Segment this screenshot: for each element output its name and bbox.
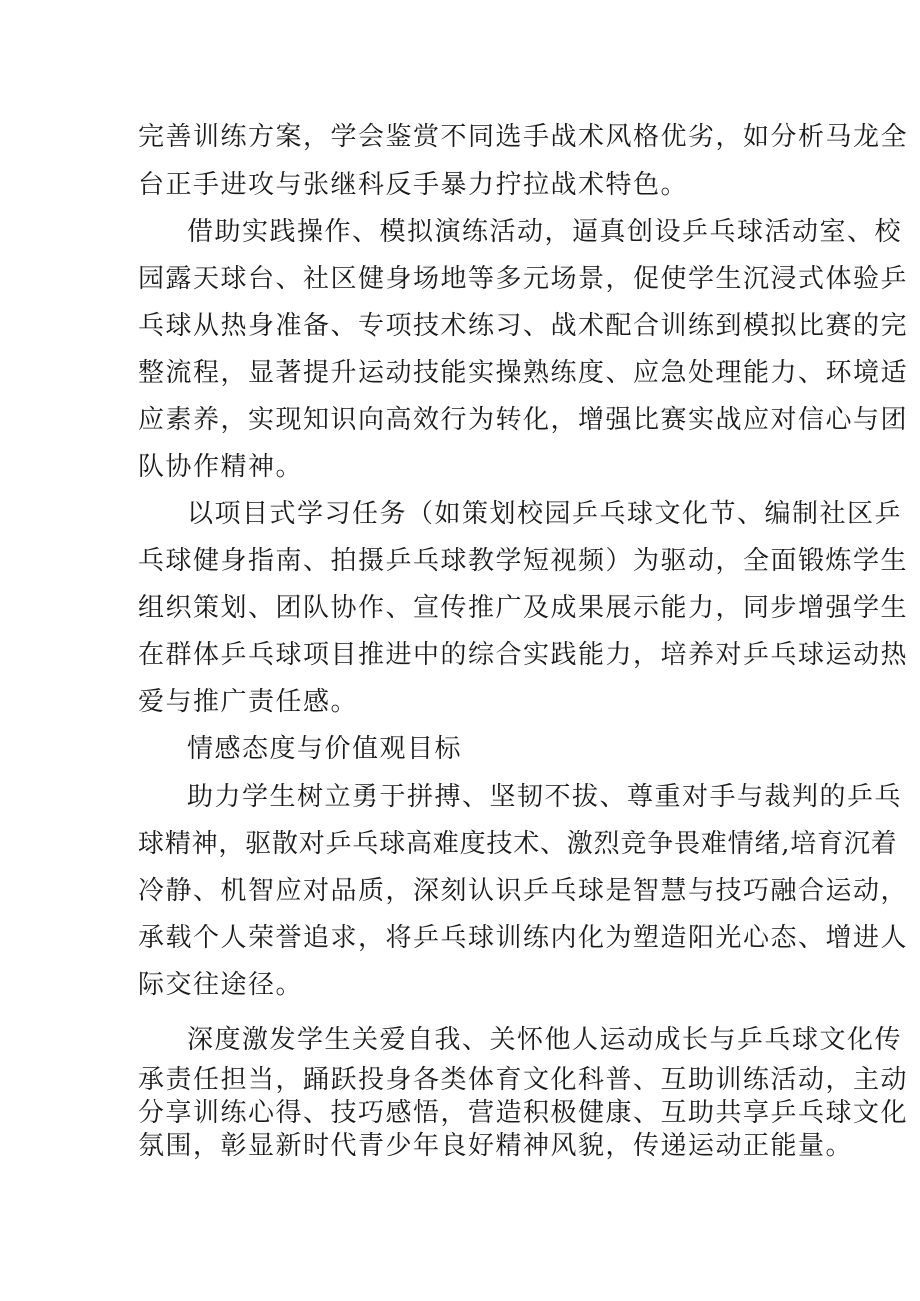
- text-line: 承责任担当，踊跃投身各类体育文化科普、互助训练活动，主动: [138, 1065, 909, 1095]
- text-line: 氛围，彰显新时代青少年良好精神风貌，传递运动正能量。: [138, 1131, 854, 1161]
- text-line: 应素养，实现知识向高效行为转化，增强比赛实战应对信心与团: [138, 405, 909, 435]
- text-line: 完善训练方案，学会鉴赏不同选手战术风格优劣，如分析马龙全: [138, 122, 909, 152]
- text-line: 助力学生树立勇于拼搏、坚韧不拔、尊重对手与裁判的乒乓: [187, 782, 903, 812]
- text-line: 爱与推广责任感。: [138, 687, 359, 717]
- text-line: 分享训练心得、技巧感悟，营造积极健康、互助共享乒乓球文化: [138, 1098, 909, 1128]
- text-line: 深度激发学生关爱自我、关怀他人运动成长与乒乓球文化传: [187, 1025, 903, 1055]
- text-line: 台正手进攻与张继科反手暴力拧拉战术特色。: [138, 170, 689, 200]
- text-line: 乓球健身指南、拍摄乒乓球教学短视频）为驱动，全面锻炼学生: [138, 546, 909, 576]
- text-line: 冷静、机智应对品质，深刻认识乒乓球是智慧与技巧融合运动，: [138, 876, 909, 906]
- text-line: 借助实践操作、模拟演练活动，逼真创设乒乓球活动室、校: [187, 217, 903, 247]
- text-line: 整流程，显著提升运动技能实操熟练度、应急处理能力、环境适: [138, 358, 909, 388]
- text-line: 组织策划、团队协作、宣传推广及成果展示能力，同步增强学生: [138, 593, 909, 623]
- text-line: 园露天球台、社区健身场地等多元场景，促使学生沉浸式体验乒: [138, 264, 909, 294]
- text-line: 球精神，驱散对乒乓球高难度技术、激烈竞争畏难情绪,培育沉着: [138, 829, 898, 859]
- text-line: 在群体乒乓球项目推进中的综合实践能力，培养对乒乓球运动热: [138, 640, 909, 670]
- text-line: 队协作精神。: [138, 452, 304, 482]
- text-line: 乓球从热身准备、专项技术练习、战术配合训练到模拟比赛的完: [138, 311, 909, 341]
- text-line: 以项目式学习任务（如策划校园乒乓球文化节、编制社区乒: [187, 499, 903, 529]
- section-heading: 情感态度与价值观目标: [187, 734, 463, 764]
- text-line: 际交往途径。: [138, 970, 304, 1000]
- text-line: 承载个人荣誉追求，将乒乓球训练内化为塑造阳光心态、增进人: [138, 923, 909, 953]
